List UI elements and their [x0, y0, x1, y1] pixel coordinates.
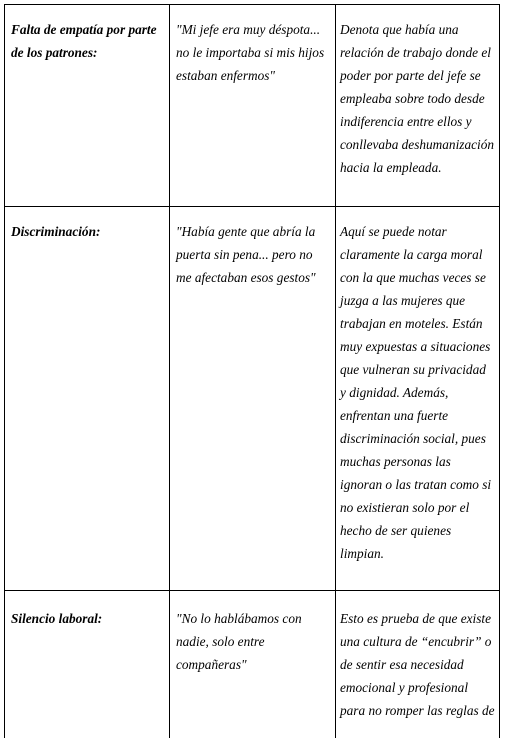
findings-table [4, 4, 500, 738]
quote-cell: "No lo hablábamos con nadie, solo entre compañeras" [170, 591, 336, 738]
category-cell: Discriminación: [5, 207, 170, 590]
category-cell: Silencio laboral: [5, 591, 170, 738]
category-cell: Falta de empatía por parte de los patrones: [5, 5, 170, 206]
table-row [5, 207, 499, 591]
table-row [5, 5, 499, 207]
table-row [5, 591, 499, 738]
analysis-cell: Aquí se puede notar claramente la carga moral con la que muchas veces se juzga a las mujeres que trabajan en moteles. Están muy expuestas a situaciones que vulneran su privacidad y dignidad. Además, enfrentan una fuerte discriminación social, pues muchas personas las ignoran o las tratan como si no existieran solo por el hecho de ser quienes limpian. [340, 224, 492, 561]
quote-cell: "Mi jefe era muy déspota... no le importaba si mis hijos estaban enfermos" [170, 5, 336, 206]
analysis-cell: Denota que había una relación de trabajo donde el poder por parte del jefe se empleaba sobre todo desde indiferencia entre ellos y conllevaba deshumanización hacia la empleada. [340, 22, 494, 175]
quote-cell: "Había gente que abría la puerta sin pena... pero no me afectaban esos gestos" [170, 207, 336, 590]
analysis-cell: Esto es prueba de que existe una cultura de “encubrir” o de sentir esa necesidad emocional y profesional para no romper las reglas de [340, 611, 495, 718]
